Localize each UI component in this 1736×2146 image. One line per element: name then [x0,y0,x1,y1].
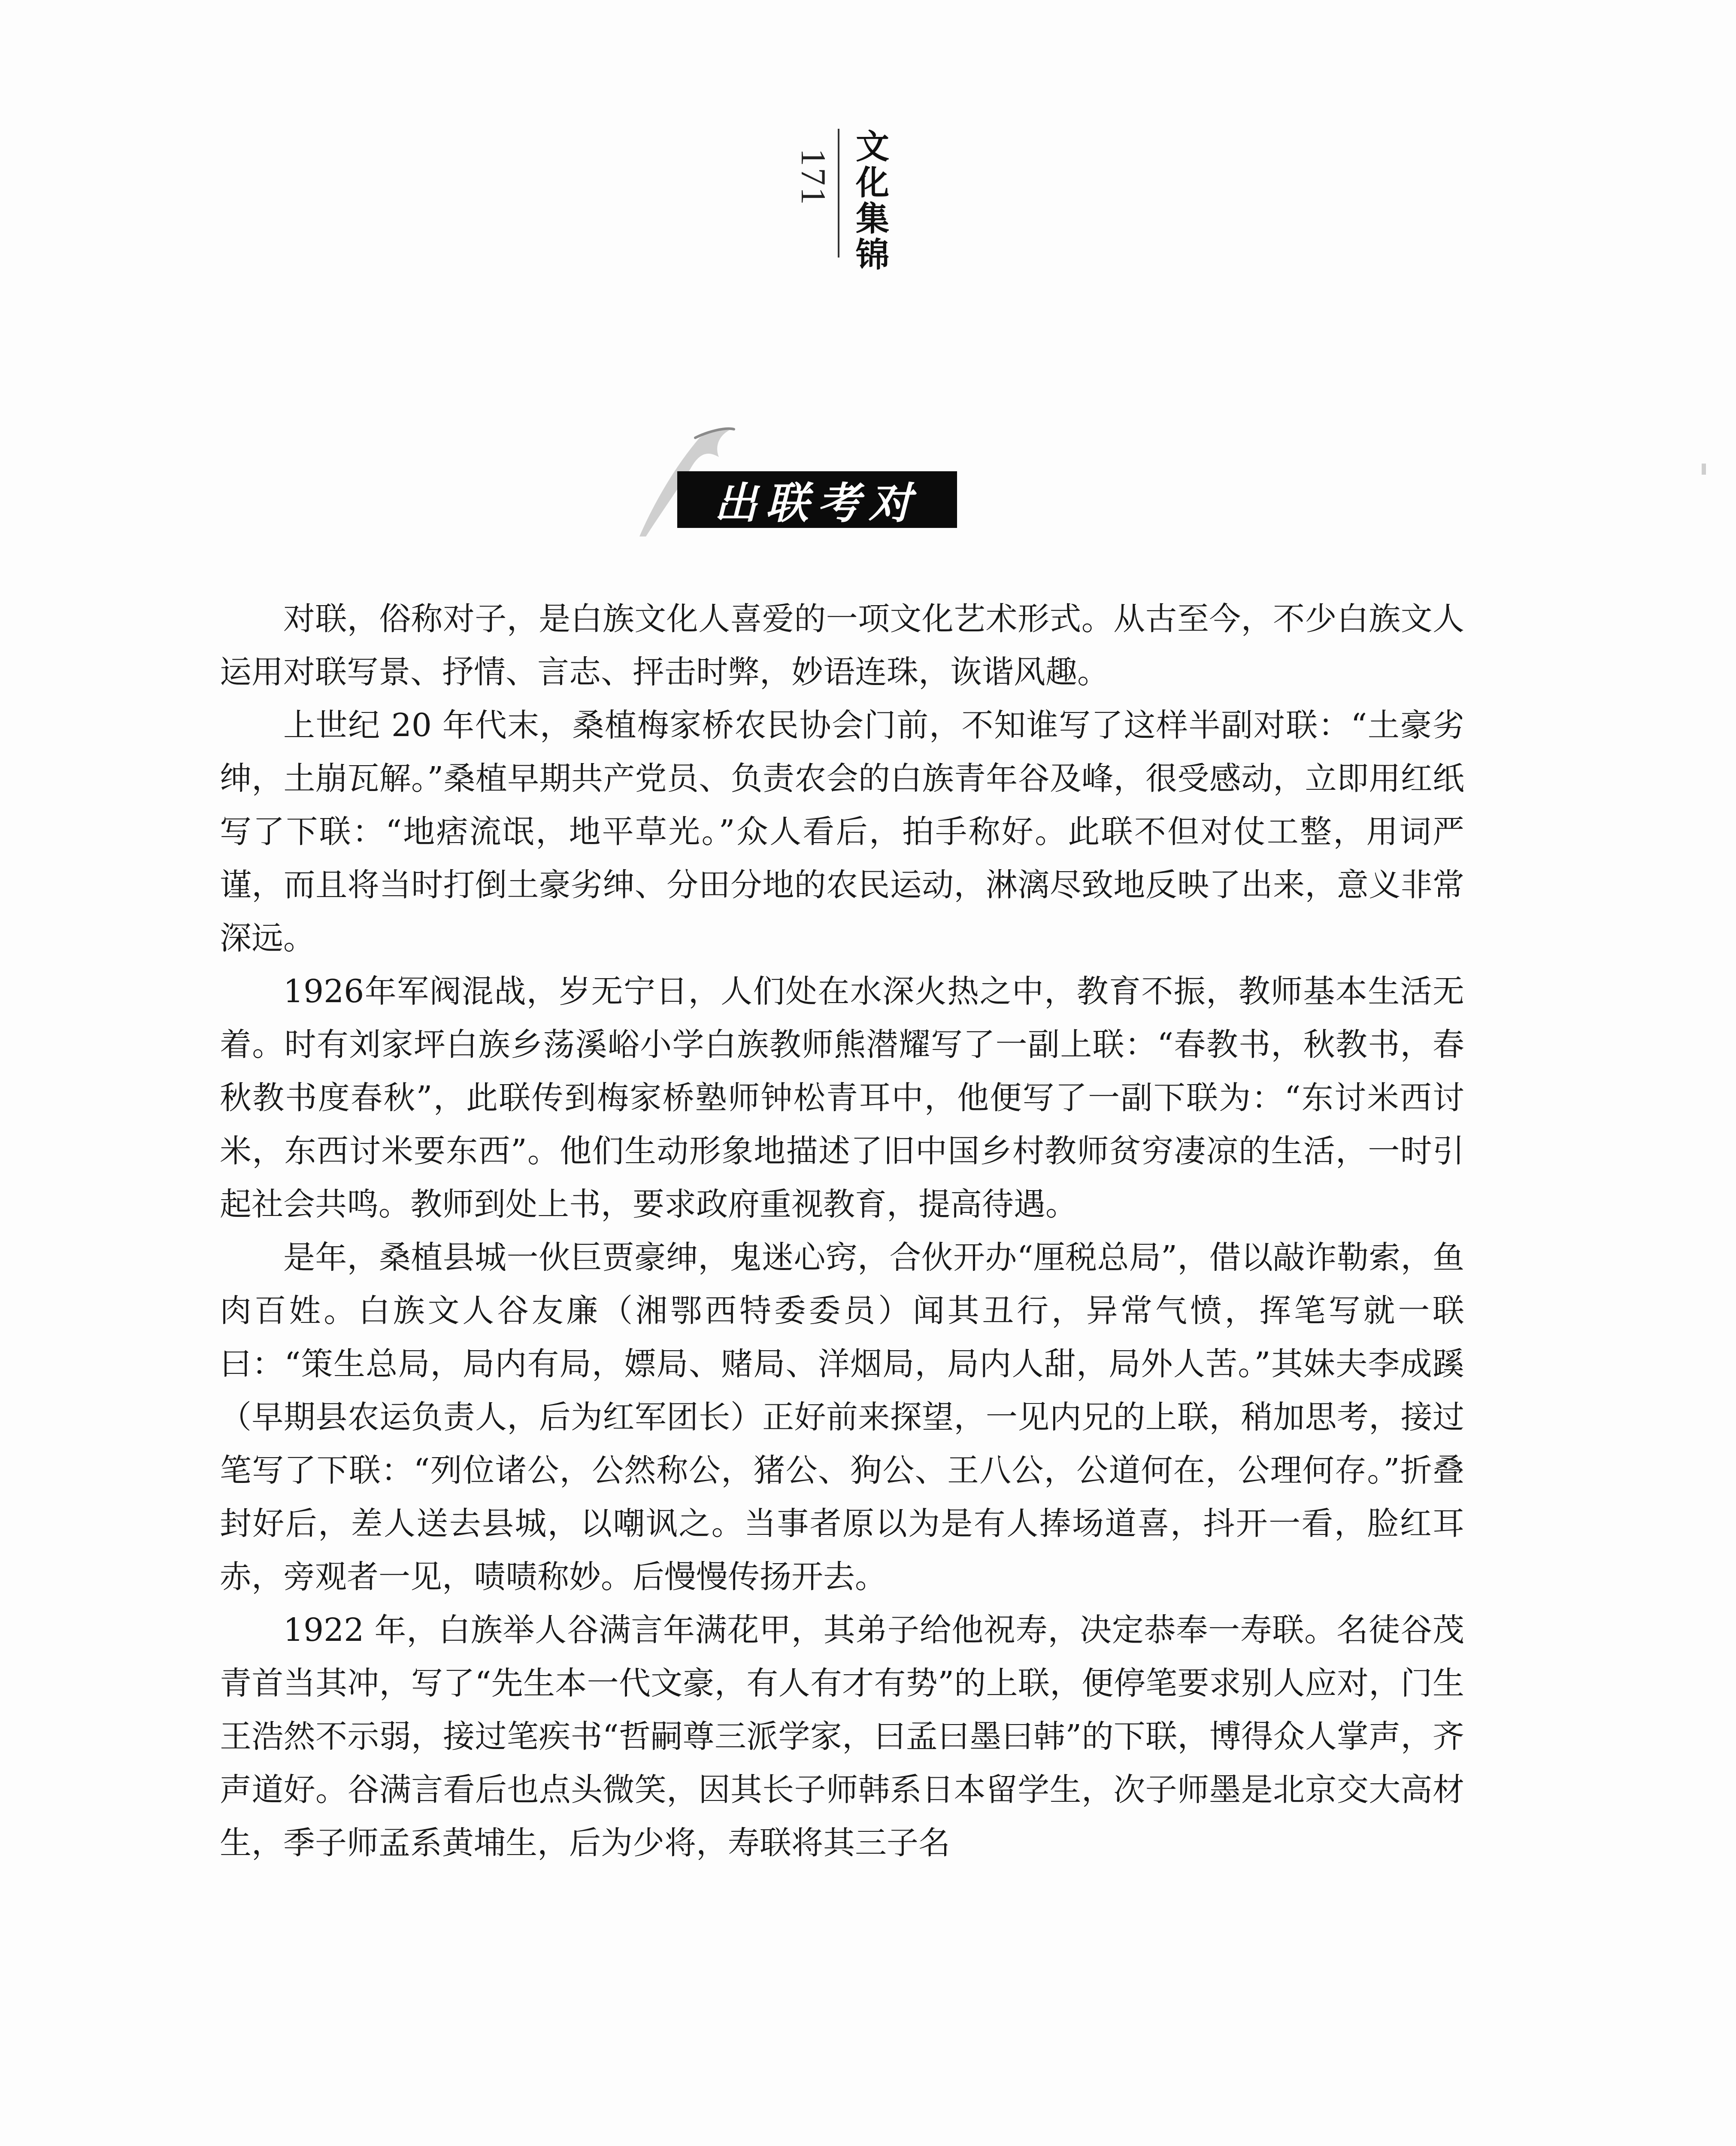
paragraph: 是年，桑植县城一伙巨贾豪绅，鬼迷心窍，合伙开办“厘税总局”，借以敲诈勒索，鱼肉百姓。白族文人谷友廉（湘鄂西特委委员）闻其丑行，异常气愤，挥笔写就一联曰：“策生总局，局内有局，嫖局、赌局、洋烟局，局内人甜，局外人苦。”其妹夫李成蹊（早期县农运负责人，后为红军团长）正好前来探望，一见内兄的上联，稍加思考，接过笔写了下联：“列位诸公，公然称公，猪公、狗公、王八公，公道何在，公理何存。”折叠封好后，差人送去县城，以嘲讽之。当事者原以为是有人捧场道喜，抖开一看，脸红耳赤，旁观者一见，啧啧称妙。后慢慢传扬开去。 [220,1239,1464,1595]
page-number: 171 [794,149,833,206]
header-divider [838,129,839,258]
section-name: 文化集锦 [850,129,889,273]
running-header [793,129,1038,273]
scan-speck [1702,464,1706,475]
title-banner [677,471,957,528]
article-title-block [627,421,1013,549]
paragraph: 1922 年，白族举人谷满言年满花甲，其弟子给他祝寿，决定恭奉一寿联。名徒谷茂青首当其冲，写了“先生本一代文豪，有人有才有势”的上联，便停笔要求别人应对，门生王浩然不示弱，接过笔疾书“哲嗣尊三派学家，曰孟曰墨曰韩”的下联，博得众人掌声，齐声道好。谷满言看后也点头微笑，因其长子师韩系日本留学生，次子师墨是北京交大高材生，季子师孟系黄埔生，后为少将，寿联将其三子名 [220,1612,1464,1861]
article-title: 出联考对 [714,478,920,528]
paragraph: 上世纪 20 年代末，桑植梅家桥农民协会门前，不知谁写了这样半副对联：“土豪劣绅，土崩瓦解。”桑植早期共产党员、负责农会的白族青年谷及峰，很受感动，立即用红纸写了下联：“地痞流氓，地平草光。”众人看后，拍手称好。此联不但对仗工整，用词严谨，而且将当时打倒土豪劣绅、分田分地的农民运动，淋漓尽致地反映了出来，意义非常深远。 [220,707,1464,957]
article-body [220,592,1464,1870]
paragraph: 对联，俗称对子，是白族文化人喜爱的一项文化艺术形式。从古至今，不少白族文人运用对联写景、抒情、言志、抨击时弊，妙语连珠，诙谐风趣。 [220,600,1464,691]
paragraph: 1926年军阀混战，岁无宁日，人们处在水深火热之中，教育不振，教师基本生活无着。时有刘家坪白族乡荡溪峪小学白族教师熊潜耀写了一副上联：“春教书，秋教书，春秋教书度春秋”，此联传到梅家桥塾师钟松青耳中，他便写了一副下联为：“东讨米西讨米，东西讨米要东西”。他们生动形象地描述了旧中国乡村教师贫穷凄凉的生活，一时引起社会共鸣。教师到处上书，要求政府重视教育，提高待遇。 [220,973,1464,1223]
